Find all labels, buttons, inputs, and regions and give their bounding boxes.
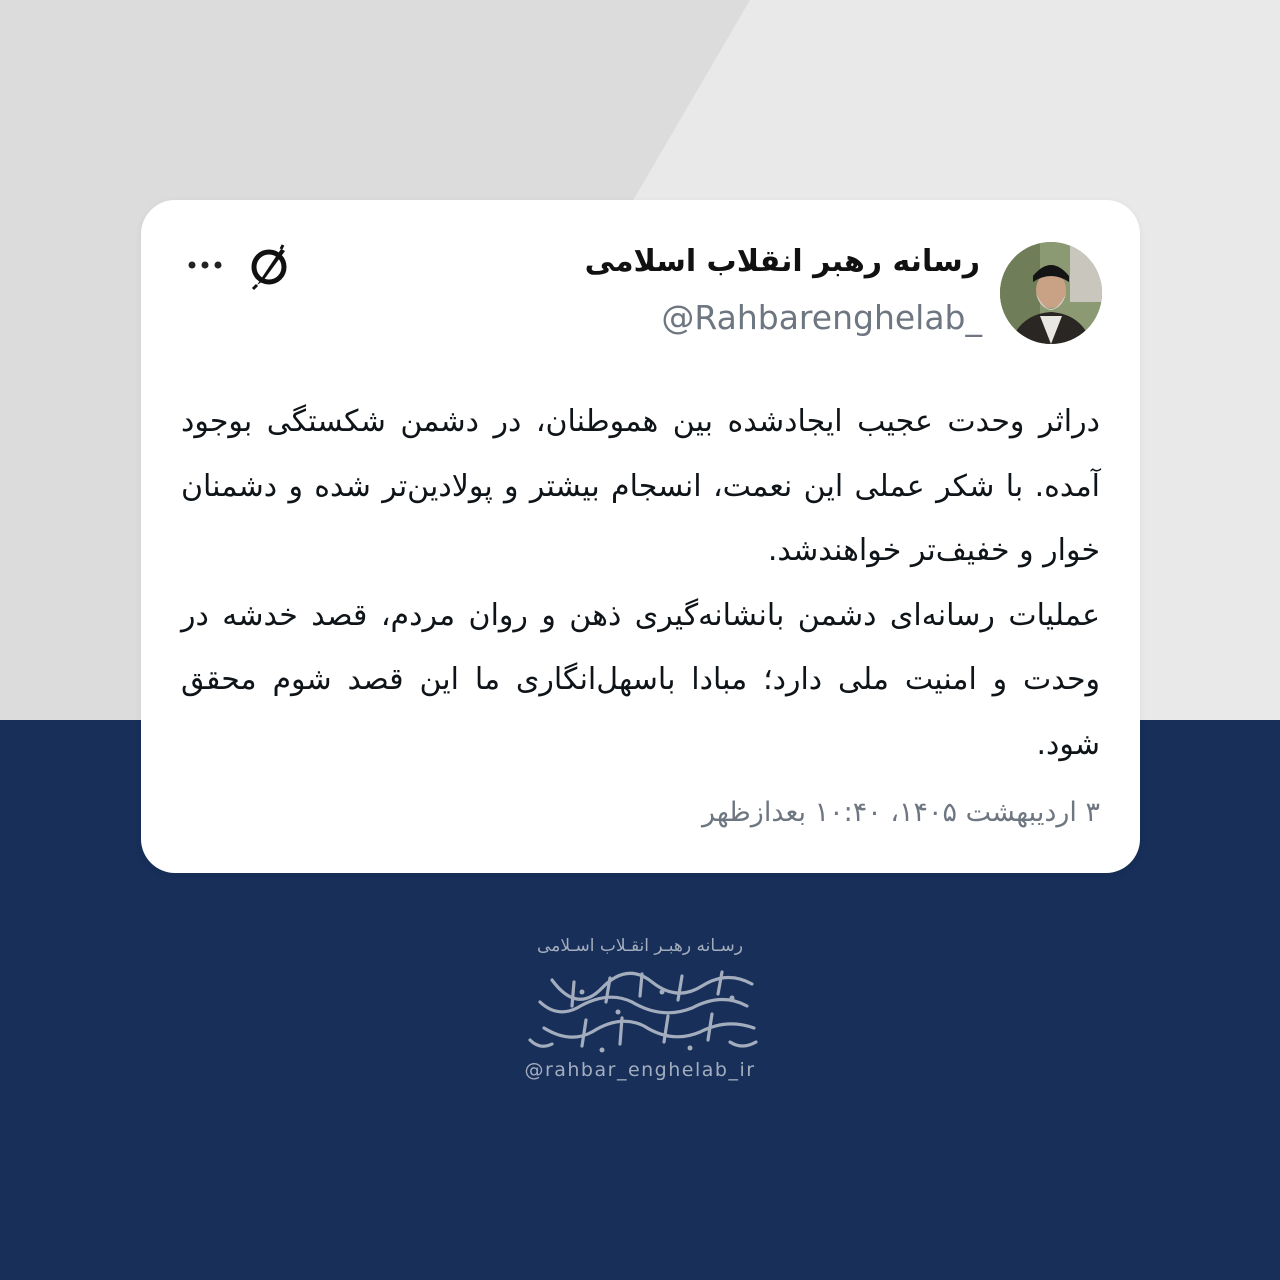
more-options-icon[interactable] xyxy=(185,250,225,280)
avatar-portrait xyxy=(1000,242,1102,344)
display-name[interactable]: رسانه رهبر انقلاب اسلامی xyxy=(584,244,980,279)
x-logo-icon xyxy=(245,243,293,291)
footer-handle: @rahbar_enghelab_ir xyxy=(524,1059,756,1081)
tweet-timestamp[interactable]: ۳ اردیبهشت ۱۴۰۵، ۱۰:۴۰ بعدازظهر xyxy=(701,797,1100,828)
tweet-text xyxy=(181,390,1100,777)
tweet-paragraph-1: دراثر وحدت عجیب ایجادشده بین هموطنان، در دشمن شکستگی بوجود آمده. با شکر عملی این نعمت، انسجام بیشتر و پولادین‌تر شده و دشمنان خوار و خفیف‌تر خواهندشد. xyxy=(181,404,1100,568)
signature-calligraphy-logo xyxy=(522,962,762,1054)
tweet-card xyxy=(141,200,1140,873)
footer-title: رسـانه رهبـر انقـلاب اسـلامی xyxy=(537,936,743,956)
profile-avatar[interactable] xyxy=(1000,242,1102,344)
user-handle[interactable]: @Rahbarenghelab_ xyxy=(661,298,982,337)
tweet-paragraph-2: عملیات رسانه‌ای دشمن بانشانه‌گیری ذهن و روان مردم، قصد خدشه در وحدت و امنیت ملی دارد؛ مبادا باسهل‌انگاری ما این قصد شوم محقق شود. xyxy=(181,597,1100,762)
